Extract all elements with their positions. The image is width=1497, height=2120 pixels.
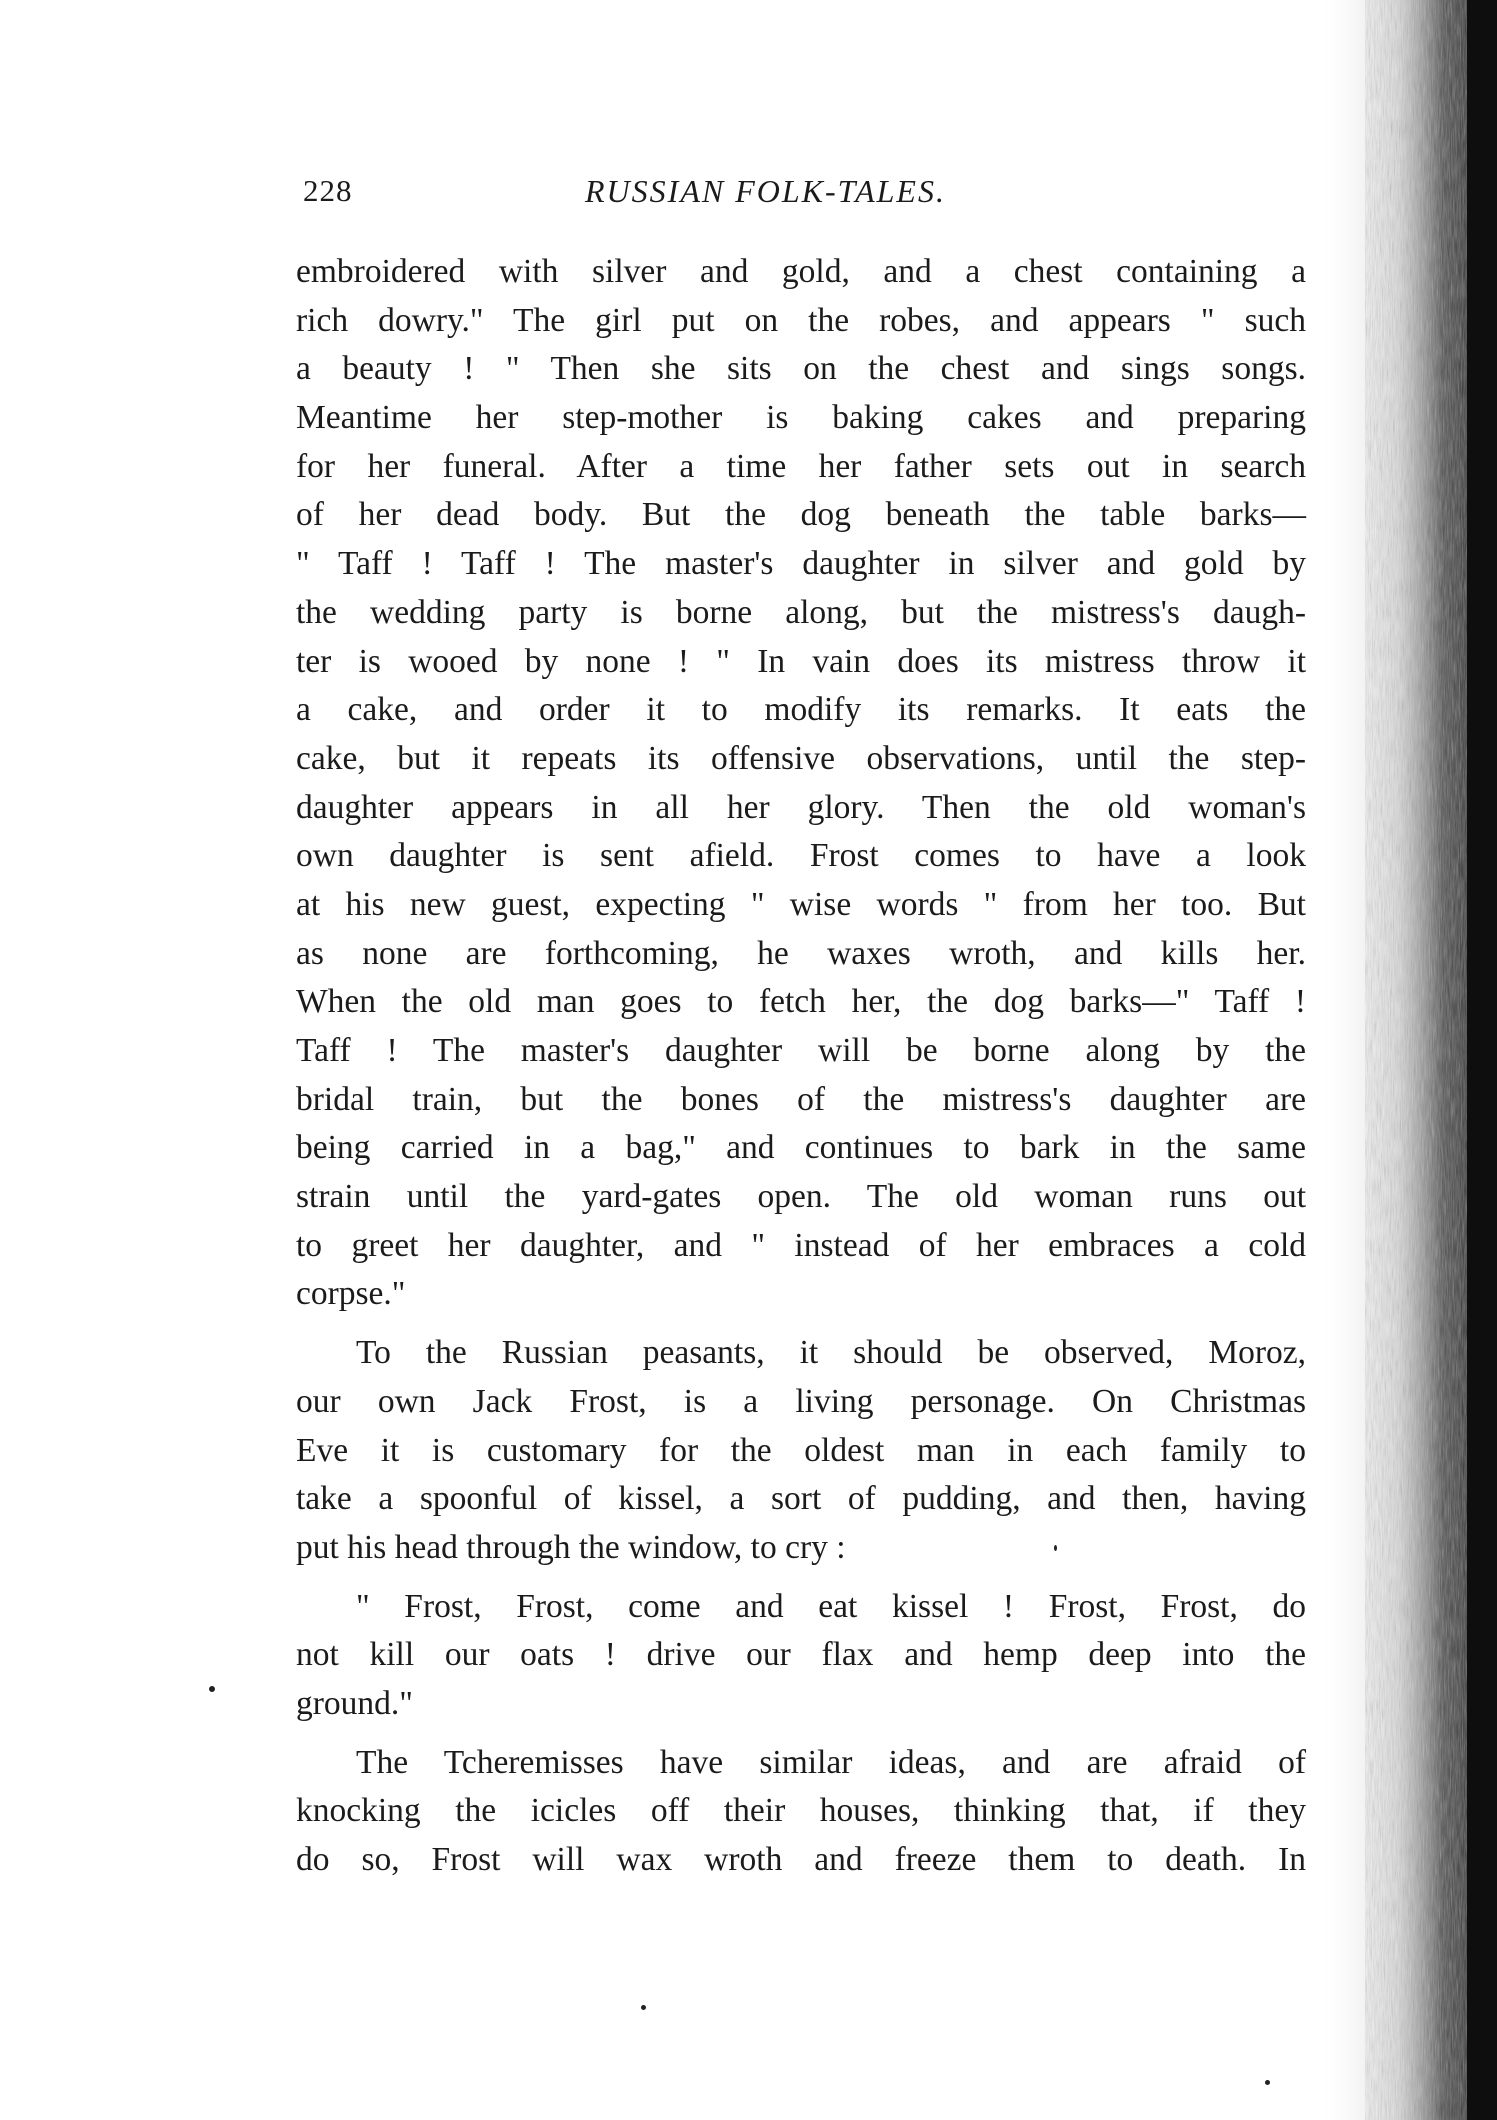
text-line: the wedding party is borne along, but the mistress's daugh- [296, 593, 1306, 631]
text-line: to greet her daughter, and " instead of her embraces a cold [296, 1226, 1306, 1264]
text-line: bridal train, but the bones of the mistress's daughter are [296, 1080, 1306, 1118]
text-line: ter is wooed by none ! " In vain does its mistress throw it [296, 642, 1306, 680]
page-number: 228 [303, 173, 353, 208]
print-speck [209, 1686, 215, 1692]
paragraph-gap [296, 1573, 1306, 1583]
text-line: not kill our oats ! drive our flax and hemp deep into the [296, 1636, 1306, 1674]
text-line: embroidered with silver and gold, and a chest containing a [296, 253, 1306, 290]
page-edge-shadow [1317, 0, 1497, 2120]
print-speck [1054, 1545, 1057, 1551]
text-line: own daughter is sent afield. Frost comes to have a look [296, 837, 1306, 875]
text-line: take a spoonful of kissel, a sort of pudding, and then, having [296, 1480, 1306, 1518]
paragraph-gap [296, 1319, 1306, 1329]
text-line: a beauty ! " Then she sits on the chest and sings songs. [296, 350, 1306, 388]
text-line: Meantime her step-mother is baking cakes and preparing [296, 399, 1306, 437]
text-line: for her funeral. After a time her father sets out in search [296, 447, 1306, 485]
text-line: a cake, and order it to modify its remarks. It eats the [296, 691, 1306, 729]
text-line: The Tcheremisses have similar ideas, and are afraid of [356, 1743, 1306, 1781]
text-line: rich dowry." The girl put on the robes, and appears " such [296, 301, 1306, 339]
text-line: strain until the yard-gates open. The old woman runs out [296, 1178, 1306, 1216]
text-line: Taff ! The master's daughter will be borne along by the [296, 1032, 1306, 1069]
text-line: of her dead body. But the dog beneath the table barks— [296, 496, 1306, 534]
body-text [296, 248, 1306, 1885]
text-line: To the Russian peasants, it should be observed, Moroz, [356, 1334, 1306, 1372]
text-line: at his new guest, expecting " wise words " from her too. But [296, 885, 1306, 923]
text-line: ground." [296, 1684, 413, 1722]
text-line: put his head through the window, to cry : [296, 1528, 846, 1566]
running-title: RUSSIAN FOLK-TALES. [585, 173, 946, 209]
text-line: our own Jack Frost, is a living personage. On Christmas [296, 1382, 1306, 1420]
text-line: When the old man goes to fetch her, the dog barks—" Taff ! [296, 983, 1306, 1021]
text-line: cake, but it repeats its offensive observations, until the step- [296, 739, 1306, 777]
text-line: being carried in a bag," and continues to bark in the same [296, 1129, 1306, 1167]
text-line: Eve it is customary for the oldest man in each family to [296, 1431, 1306, 1469]
text-line: " Taff ! Taff ! The master's daughter in silver and gold by [296, 545, 1306, 583]
print-speck [1265, 2080, 1270, 2085]
text-line: daughter appears in all her glory. Then the old woman's [296, 788, 1306, 826]
page-header [303, 173, 1303, 223]
text-line: do so, Frost will wax wroth and freeze them to death. In [296, 1841, 1306, 1878]
paragraph-gap [296, 1729, 1306, 1739]
text-line: knocking the icicles off their houses, thinking that, if they [296, 1792, 1306, 1830]
text-line: as none are forthcoming, he waxes wroth, and kills her. [296, 934, 1306, 972]
print-speck [641, 2005, 646, 2010]
text-line: " Frost, Frost, come and eat kissel ! Frost, Frost, do [356, 1587, 1306, 1625]
text-line: corpse." [296, 1275, 406, 1313]
